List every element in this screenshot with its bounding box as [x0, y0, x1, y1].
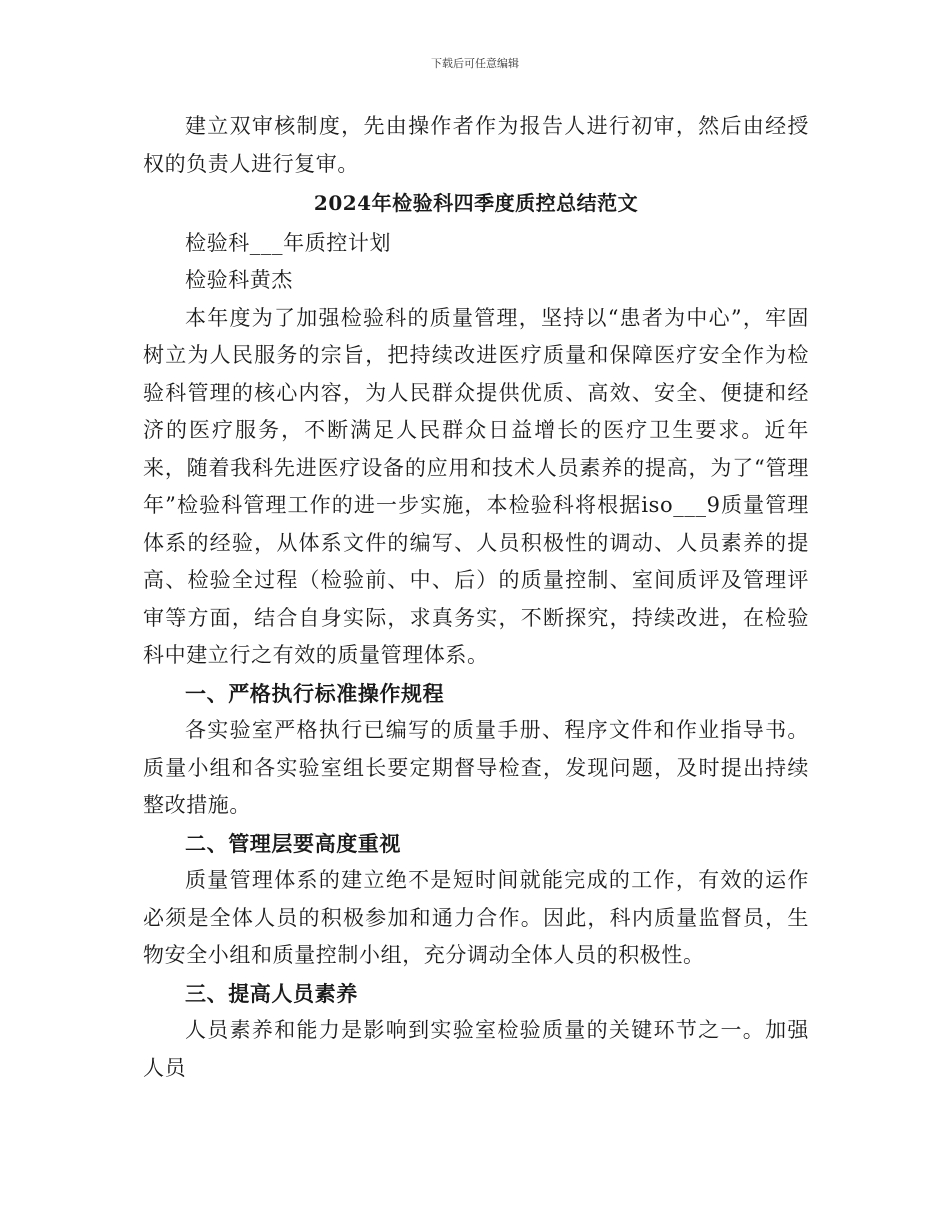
- section-heading-1: 一、严格执行标准操作规程: [185, 680, 445, 706]
- plan-name-line: 检验科___年质控计划: [185, 230, 392, 255]
- author-line: 检验科黄杰: [185, 268, 293, 292]
- page-header: 下载后可任意编辑: [431, 57, 519, 70]
- paragraph-introduction: 本年度为了加强检验科的质量管理，坚持以“患者为中心”，牢固树立为人民服务的宗旨，把持续改进医疗质量和保障医疗安全作为检验科管理的核心内容，为人民群众提供优质、高效、安全、便捷和经济的医疗服务，不断满足人民群众日益增长的医疗卫生要求。近年来，随着我科先进医疗设备的应用和技术人员素养的提高，为了“管理年”检验科管理工作的进一步实施，本检验科将根据iso___9质量管理体系的经验，从体系文件的编写、人员积极性的调动、人员素养的提高、检验全过程（检验前、中、后）的质量控制、室间质评及管理评审等方面，结合自身实际，求真务实，不断探究，持续改进，在检验科中建立行之有效的质量管理体系。: [143, 305, 809, 667]
- section-heading-3: 三、提高人员素养: [185, 980, 358, 1006]
- document-title: 2024年检验科四季度质控总结范文: [313, 191, 639, 215]
- paragraph-section-3: 人员素养和能力是影响到实验室检验质量的关键环节之一。加强人员: [143, 1018, 809, 1080]
- section-heading-2: 二、管理层要高度重视: [185, 830, 401, 856]
- document-body: [143, 108, 809, 1087]
- paragraph-section-1: 各实验室严格执行已编写的质量手册、程序文件和作业指导书。质量小组和各实验室组长要定期督导检查，发现问题，及时提出持续整改措施。: [143, 718, 809, 817]
- paragraph-review-system: 建立双审核制度，先由操作者作为报告人进行初审，然后由经授权的负责人进行复审。: [143, 114, 809, 176]
- paragraph-section-2: 质量管理体系的建立绝不是短时间就能完成的工作，有效的运作必须是全体人员的积极参加和通力合作。因此，科内质量监督员，生物安全小组和质量控制小组，充分调动全体人员的积极性。: [143, 868, 809, 967]
